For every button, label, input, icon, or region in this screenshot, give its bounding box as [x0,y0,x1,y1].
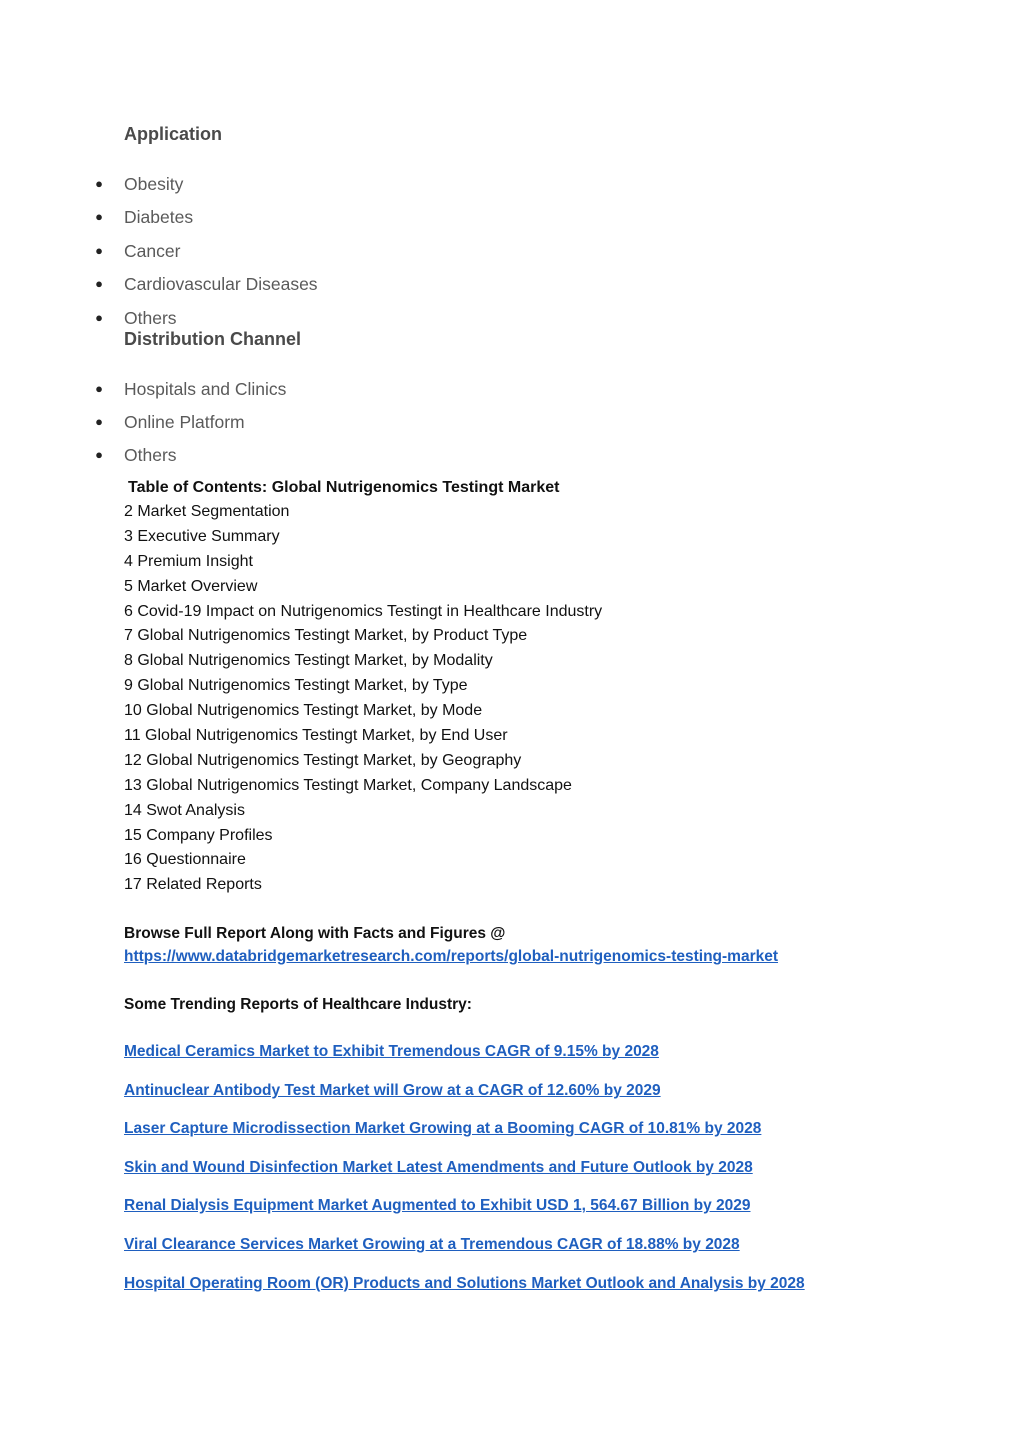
distribution-channel-heading: Distribution Channel [124,329,301,349]
list-item-label: Diabetes [124,207,194,227]
toc-item: 2 Market Segmentation [124,503,290,520]
list-item [95,444,177,466]
list-item-label: Cardiovascular Diseases [124,274,318,294]
toc-item: 16 Questionnaire [124,851,246,869]
toc-item: 4 Premium Insight [124,552,253,570]
browse-report-label: Browse Full Report Along with Facts and Figures @ [124,925,506,942]
bullet-icon: ● [95,414,103,429]
bullet-icon: ● [95,243,103,258]
toc-title: Table of Contents: Global Nutrigenomics Testingt Market [128,479,560,496]
toc-item: 9 Global Nutrigenomics Testingt Market, by Type [124,677,468,695]
trending-report-link[interactable]: Medical Ceramics Market to Exhibit Tremendous CAGR of 9.15% by 2028 [124,1043,659,1060]
list-item-label: Others [124,445,177,465]
list-item [95,378,287,400]
toc-item: 17 Related Reports [124,876,262,894]
toc-item: 5 Market Overview [124,577,258,595]
toc-item: 3 Executive Summary [124,527,280,545]
toc-item: 6 Covid-19 Impact on Nutrigenomics Testingt in Healthcare Industry [124,602,603,620]
bullet-icon: ● [95,176,103,191]
list-item [95,173,184,195]
list-item [95,307,177,329]
trending-report-link[interactable]: Antinuclear Antibody Test Market will Grow at a CAGR of 12.60% by 2029 [124,1082,661,1099]
trending-report-link[interactable]: Viral Clearance Services Market Growing at a Tremendous CAGR of 18.88% by 2028 [124,1236,740,1253]
list-item-label: Online Platform [124,412,245,432]
report-url-link[interactable]: https://www.databridgemarketresearch.com/reports/global-nutrigenomics-testing-market [124,948,779,965]
trending-report-link[interactable]: Hospital Operating Room (OR) Products and Solutions Market Outlook and Analysis by 2028 [124,1275,805,1292]
trending-report-link[interactable]: Skin and Wound Disinfection Market Latest Amendments and Future Outlook by 2028 [124,1159,753,1176]
list-item-label: Obesity [124,174,184,194]
bullet-icon: ● [95,381,103,396]
bullet-icon: ● [95,447,103,462]
bullet-icon: ● [95,310,103,325]
toc-item: 7 Global Nutrigenomics Testingt Market, by Product Type [124,627,528,645]
toc-item: 11 Global Nutrigenomics Testingt Market, by End User [124,727,508,745]
trending-reports-heading: Some Trending Reports of Healthcare Industry: [124,996,472,1013]
list-item [95,206,194,228]
trending-report-link[interactable]: Laser Capture Microdissection Market Growing at a Booming CAGR of 10.81% by 2028 [124,1120,762,1137]
list-item-label: Cancer [124,241,181,261]
toc-item: 8 Global Nutrigenomics Testingt Market, by Modality [124,652,493,670]
list-item [95,273,318,295]
list-item-label: Others [124,308,177,328]
toc-item: 13 Global Nutrigenomics Testingt Market, Company Landscape [124,776,572,794]
table-of-contents [124,501,602,899]
toc-item: 14 Swot Analysis [124,801,245,819]
toc-item: 10 Global Nutrigenomics Testingt Market, by Mode [124,702,483,720]
trending-report-link[interactable]: Renal Dialysis Equipment Market Augmented to Exhibit USD 1, 564.67 Billion by 2029 [124,1197,751,1214]
toc-item: 12 Global Nutrigenomics Testingt Market, by Geography [124,751,522,769]
application-heading: Application [124,124,222,144]
list-item [95,240,181,262]
bullet-icon: ● [95,276,103,291]
list-item-label: Hospitals and Clinics [124,379,287,399]
list-item [95,411,245,433]
toc-item: 15 Company Profiles [124,826,273,844]
bullet-icon: ● [95,209,103,224]
